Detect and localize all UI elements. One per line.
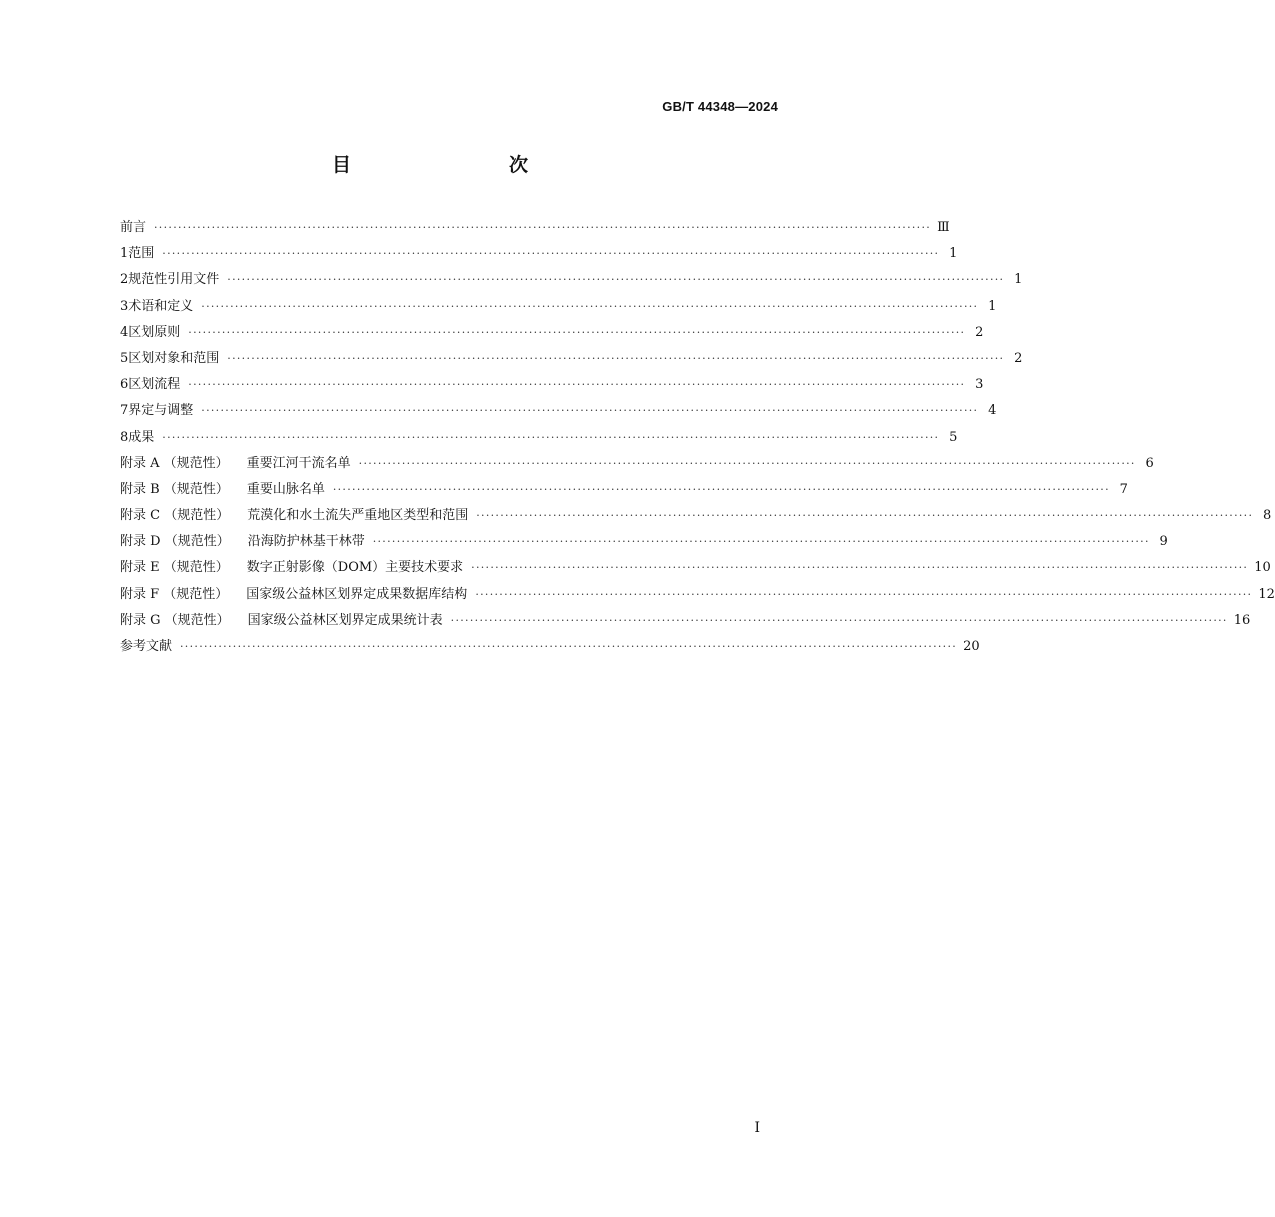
dot-leader: ·································································································································································· xyxy=(332,482,1110,496)
appendix-label: 附录 E （规范性） xyxy=(120,560,229,576)
toc-entry-label: 术语和定义 xyxy=(128,298,194,314)
toc-entry-page: 4 xyxy=(988,403,997,419)
toc-entry-page: 9 xyxy=(1159,534,1168,550)
toc-entry-5[interactable] xyxy=(120,347,1023,373)
toc-entry-number: 5 xyxy=(120,350,129,366)
appendix-label: 附录 F （规范性） xyxy=(120,586,229,602)
toc-entry-foreword[interactable] xyxy=(120,216,950,242)
toc-entry-page: 8 xyxy=(1263,508,1272,524)
appendix-title: 重要山脉名单 xyxy=(246,481,325,497)
toc-entry-8[interactable] xyxy=(120,426,958,452)
toc-entry-page: 5 xyxy=(949,429,958,445)
toc-entry-appendix-e[interactable] xyxy=(120,556,1271,582)
toc-entry-page: 2 xyxy=(1014,350,1023,366)
toc-entry-6[interactable] xyxy=(120,373,984,399)
toc-entry-number: 2 xyxy=(120,272,129,288)
dot-leader: ·································································································································································· xyxy=(471,561,1249,575)
dot-leader: ·································································································································································· xyxy=(201,404,979,418)
toc-entry-number: 4 xyxy=(120,324,129,340)
toc-entry-appendix-f[interactable] xyxy=(120,583,1275,609)
toc-entry-number: 7 xyxy=(120,403,129,419)
toc-entry-label: 规范性引用文件 xyxy=(128,272,220,288)
toc-entry-number: 1 xyxy=(120,246,129,262)
appendix-label: 附录 A （规范性） xyxy=(120,455,229,471)
dot-leader: ·································································································································································· xyxy=(358,456,1136,470)
toc-entry-label: 区划流程 xyxy=(128,377,181,393)
toc-entry-number: 3 xyxy=(120,298,129,314)
toc-entry-7[interactable] xyxy=(120,399,997,425)
appendix-label: 附录 B （规范性） xyxy=(120,481,229,497)
toc-entry-page: Ⅲ xyxy=(937,220,950,235)
toc-entry-page: 12 xyxy=(1258,586,1275,602)
toc-entry-label: 成果 xyxy=(128,429,155,445)
toc-entry-page: 7 xyxy=(1119,481,1128,497)
appendix-label: 附录 G （规范性） xyxy=(120,612,230,628)
toc-entry-label: 前言 xyxy=(120,220,147,235)
toc-entry-2[interactable] xyxy=(120,268,1023,294)
toc-entry-label: 界定与调整 xyxy=(128,403,194,419)
toc-entry-number: 6 xyxy=(120,377,129,393)
dot-leader: ·································································································································································· xyxy=(201,299,979,313)
table-of-contents xyxy=(120,216,1275,661)
dot-leader: ·································································································································································· xyxy=(188,378,966,392)
toc-entry-page: 1 xyxy=(988,298,997,314)
toc-entry-label: 区划原则 xyxy=(128,324,181,340)
dot-leader: ·································································································································································· xyxy=(180,640,958,653)
dot-leader: ·································································································································································· xyxy=(475,587,1253,601)
toc-entry-page: 2 xyxy=(975,324,984,340)
toc-entry-1[interactable] xyxy=(120,242,958,268)
toc-entry-3[interactable] xyxy=(120,295,997,321)
dot-leader: ·································································································································································· xyxy=(476,509,1254,523)
toc-entry-page: 20 xyxy=(963,639,980,654)
dot-leader: ·································································································································································· xyxy=(188,325,966,339)
toc-entry-page: 3 xyxy=(975,377,984,393)
appendix-label: 附录 C （规范性） xyxy=(120,508,230,524)
toc-entry-label: 参考文献 xyxy=(120,639,173,654)
dot-leader: ·································································································································································· xyxy=(162,430,940,444)
dot-leader: ·································································································································································· xyxy=(372,535,1150,549)
appendix-title: 数字正射影像（DOM）主要技术要求 xyxy=(246,560,464,576)
appendix-title: 国家级公益林区划界定成果数据库结构 xyxy=(246,586,468,602)
toc-entry-page: 1 xyxy=(949,246,958,262)
standard-code: GB/T 44348—2024 xyxy=(662,99,778,114)
appendix-title: 重要江河干流名单 xyxy=(246,455,351,471)
toc-entry-label: 范围 xyxy=(128,246,155,262)
toc-entry-label: 区划对象和范围 xyxy=(128,350,220,366)
toc-entry-4[interactable] xyxy=(120,321,984,347)
toc-entry-page: 16 xyxy=(1233,612,1251,628)
page-title: 目 次 xyxy=(331,154,568,176)
appendix-title: 荒漠化和水土流失严重地区类型和范围 xyxy=(247,508,469,524)
toc-entry-appendix-d[interactable] xyxy=(120,530,1168,556)
page-number: Ⅰ xyxy=(754,1120,760,1136)
toc-entry-references[interactable] xyxy=(120,635,980,661)
dot-leader: ·································································································································································· xyxy=(162,247,940,261)
appendix-label: 附录 D （规范性） xyxy=(120,534,230,550)
appendix-title: 沿海防护林基干林带 xyxy=(247,534,365,550)
dot-leader: ·································································································································································· xyxy=(154,221,932,234)
dot-leader: ·································································································································································· xyxy=(227,351,1005,365)
toc-entry-appendix-g[interactable] xyxy=(120,609,1251,635)
toc-entry-appendix-c[interactable] xyxy=(120,504,1272,530)
toc-entry-page: 6 xyxy=(1145,455,1154,471)
appendix-title: 国家级公益林区划界定成果统计表 xyxy=(247,612,443,628)
toc-entry-page: 1 xyxy=(1014,272,1023,288)
dot-leader: ·································································································································································· xyxy=(227,273,1005,287)
toc-entry-appendix-b[interactable] xyxy=(120,478,1128,504)
toc-entry-number: 8 xyxy=(120,429,129,445)
dot-leader: ·································································································································································· xyxy=(450,613,1228,627)
toc-entry-page: 10 xyxy=(1254,560,1271,576)
toc-entry-appendix-a[interactable] xyxy=(120,452,1154,478)
